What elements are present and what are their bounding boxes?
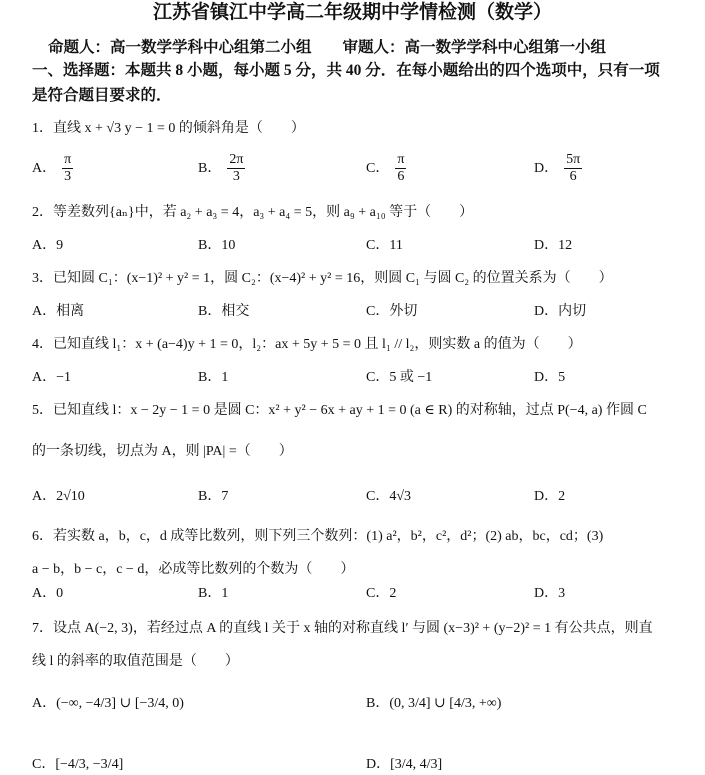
question-4-stem: 4．已知直线 l₁：x + (a−4)y + 1 = 0，l₂：ax + 5y + 5 = 0 且 l₁ // l₂，则实数 a 的值为（ ） [32,337,582,352]
fraction [564,152,582,185]
denominator: 6 [397,169,405,184]
denominator: 3 [64,169,72,184]
question-3-option-d[interactable]: D．内切 [534,304,587,319]
question-6-stem-line2: a − b，b − c，c − d，必成等比数列的个数为（ ） [32,562,355,577]
question-1-option-b[interactable] [198,152,247,185]
question-3-option-c[interactable]: C．外切 [366,304,418,319]
question-4-option-d[interactable]: D．5 [534,370,566,385]
question-6-stem-line1: 6．若实数 a，b，c，d 成等比数列，则下列三个数列：(1) a²，b²，c²，d²；(2) ab，bc，cd；(3) [32,529,604,544]
question-7-option-a[interactable]: A．(−∞, −4/3] ∪ [−3/4, 0) [32,696,184,711]
question-6-option-a[interactable]: A．0 [32,586,64,601]
fraction [62,152,73,185]
section-heading-line2: 是符合题目要求的． [32,87,172,104]
question-7-stem-line2: 线 l 的斜率的取值范围是（ ） [32,654,239,669]
question-6-option-b[interactable]: B．1 [198,586,229,601]
numerator: π [64,152,72,167]
numerator: π [397,152,405,167]
question-2-option-c[interactable]: C．11 [366,238,403,253]
question-5-option-b[interactable]: B．7 [198,489,229,504]
question-5-option-a[interactable]: A．2√10 [32,489,85,504]
question-4-option-b[interactable]: B．1 [198,370,229,385]
question-5-stem-line1: 5．已知直线 l：x − 2y − 1 = 0 是圆 C：x² + y² − 6x + ay + 1 = 0 (a ∈ R) 的对称轴，过点 P(−4, a) 作圆 C [32,403,647,418]
question-6-option-d[interactable]: D．3 [534,586,566,601]
numerator: 2π [229,152,244,167]
denominator: 3 [232,169,240,184]
question-1-option-d[interactable] [534,152,584,185]
question-1-option-c[interactable] [366,152,408,185]
section-heading-line1: 一、选择题：本题共 8 小题，每小题 5 分，共 40 分．在每小题给出的四个选项中，只有一项 [32,62,660,79]
question-1-stem: 1．直线 x + √3 y − 1 = 0 的倾斜角是（ ） [32,121,305,136]
question-5-stem-line2: 的一条切线，切点为 A，则 |PA| =（ ） [32,444,293,459]
question-2-stem: 2．等差数列{aₙ}中，若 a₂ + a₃ = 4，a₃ + a₄ = 5，则 a₉ + a₁₀ 等于（ ） [32,205,474,220]
denominator: 6 [569,169,577,184]
option-label: A． [32,160,57,176]
question-7-option-d[interactable]: D．[3/4, 4/3] [366,757,443,772]
question-7-stem-line1: 7．设点 A(−2, 3)，若经过点 A 的直线 l 关于 x 轴的对称直线 l′ 与圆 (x−3)² + (y−2)² = 1 有公共点，则直 [32,621,653,636]
option-label: B． [198,160,222,176]
question-7-option-c[interactable]: C．[−4/3, −3/4] [32,757,124,772]
question-2-option-d[interactable]: D．12 [534,238,573,253]
question-2-option-b[interactable]: B．10 [198,238,236,253]
question-3-stem: 3．已知圆 C₁：(x−1)² + y² = 1，圆 C₂：(x−4)² + y² = 16，则圆 C₁ 与圆 C₂ 的位置关系为（ ） [32,271,613,286]
question-3-option-b[interactable]: B．相交 [198,304,250,319]
option-label: C． [366,160,390,176]
question-3-option-a[interactable]: A．相离 [32,304,85,319]
page-title: 江苏省镇江中学高二年级期中学情检测（数学） [152,2,552,23]
fraction [395,152,406,185]
question-4-option-a[interactable]: A．−1 [32,370,72,385]
question-6-option-c[interactable]: C．2 [366,586,397,601]
question-5-option-d[interactable]: D．2 [534,489,566,504]
option-label: D． [534,160,559,176]
question-4-option-c[interactable]: C．5 或 −1 [366,370,433,385]
question-5-option-c[interactable]: C．4√3 [366,489,412,504]
question-2-option-a[interactable]: A．9 [32,238,64,253]
question-7-option-b[interactable]: B．(0, 3/4] ∪ [4/3, +∞) [366,696,502,711]
authors-line: 命题人：高一数学学科中心组第二小组 审题人：高一数学学科中心组第一小组 [48,39,607,56]
fraction [227,152,245,185]
question-1-option-a[interactable] [32,152,75,185]
numerator: 5π [566,152,581,167]
